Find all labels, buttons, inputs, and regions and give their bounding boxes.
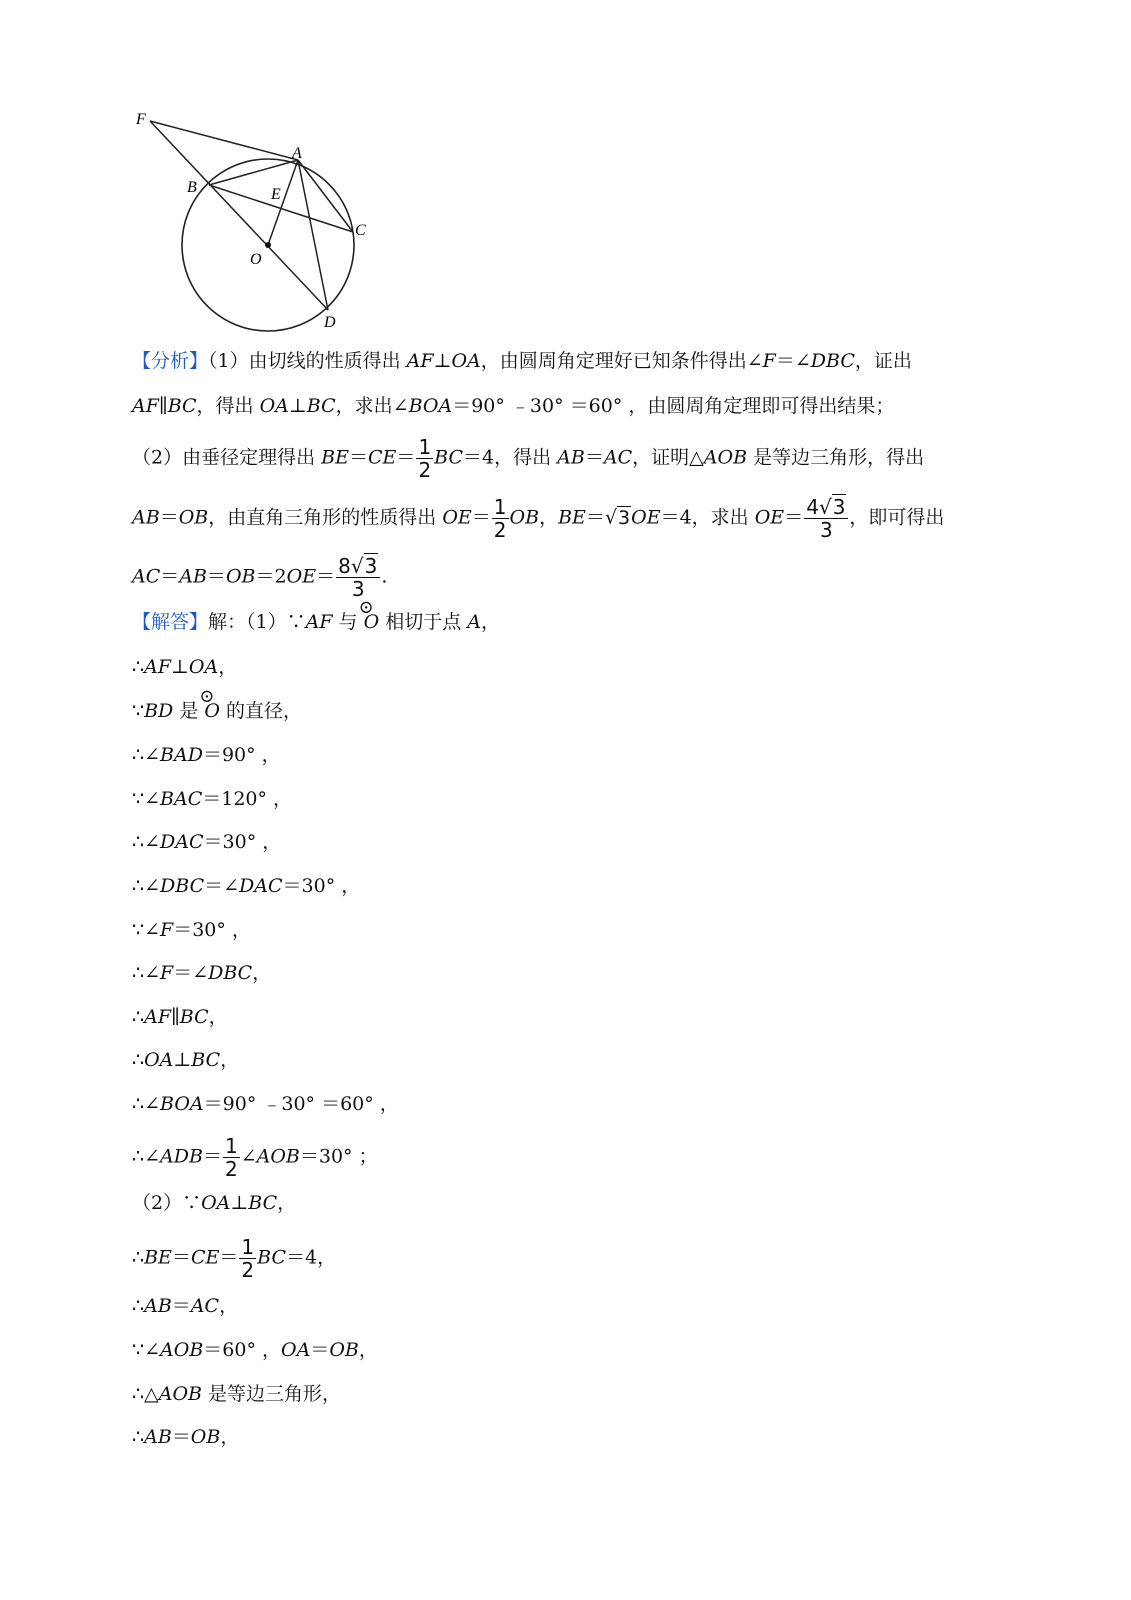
analysis-line-3: （2）由垂径定理得出 BE＝CE＝ $\frac{1}{2}$ BC＝4，得出 AB＝AC，证明△AOB 是等边三角形，得出 xyxy=(132,435,925,482)
solution-line-18: ∴△AOB 是等边三角形， xyxy=(132,1383,342,1405)
solution-line-14: （2）∵OA⊥BC， xyxy=(132,1192,297,1214)
segment-fa xyxy=(150,121,298,160)
segment-ac xyxy=(298,160,353,232)
solution-line-9: ∴∠F＝∠DBC， xyxy=(132,962,272,984)
analysis-line-5: AC＝AB＝OB＝2OE＝ $\frac{8√3}{3}$ . xyxy=(132,554,388,601)
solution-line-19: ∴AB＝OB， xyxy=(132,1426,240,1448)
label-c: C xyxy=(355,222,366,239)
fraction-half: $\frac{1}{2}$ xyxy=(493,495,507,542)
solution-line-10: ∴AF∥BC， xyxy=(132,1006,228,1028)
solution-line-3: ∵BD 是 ⊙ O 的直径， xyxy=(132,696,302,726)
solution-line-16: ∴AB＝AC， xyxy=(132,1295,239,1317)
solution-line-7: ∴∠DBC＝∠DAC＝30° ， xyxy=(132,875,361,897)
analysis-tag: 【分析】 xyxy=(132,350,209,372)
solution-line-1: 【解答】解：（1）∵AF 与 ⊙ O 相切于点 A， xyxy=(132,607,500,637)
analysis-line-2: AF∥BC，得出 OA⊥BC，求出∠BOA＝90° ﹣30° ＝60° ，由圆周角定理即可得出结果； xyxy=(132,395,895,417)
solution-line-11: ∴OA⊥BC， xyxy=(132,1049,240,1071)
geometry-figure xyxy=(130,100,380,340)
label-o: O xyxy=(250,251,262,268)
solution-line-15: ∴BE＝CE＝ $\frac{1}{2}$ BC＝4， xyxy=(132,1235,337,1282)
center-point xyxy=(265,242,271,248)
analysis-line-4: AB＝OB，由直角三角形的性质得出 OE＝ $\frac{1}{2}$ OB，BE＝√3OE＝4，求出 OE＝ $\frac{4√3}{3}$ ，即可得出 xyxy=(132,495,945,542)
analysis-line-1: 【分析】（1）由切线的性质得出 AF⊥OA，由圆周角定理好已知条件得出∠F＝∠DBC，证出 xyxy=(132,350,912,372)
solution-line-12: ∴∠BOA＝90° ﹣30° ＝60° ， xyxy=(132,1093,399,1115)
label-e: E xyxy=(271,186,281,203)
label-a: A xyxy=(292,145,302,162)
solution-line-2: ∴AF⊥OA， xyxy=(132,656,238,678)
solution-line-17: ∵∠AOB＝60° ，OA＝OB， xyxy=(132,1339,378,1361)
solution-line-8: ∵∠F＝30° ， xyxy=(132,919,251,941)
label-f: F xyxy=(136,111,146,128)
fraction-4sqrt3-over-3: $\frac{4√3}{3}$ xyxy=(804,496,848,541)
solution-line-13: ∴∠ADB＝ $\frac{1}{2}$ ∠AOB＝30° ； xyxy=(132,1134,378,1181)
label-d: D xyxy=(324,314,336,331)
segment-ad xyxy=(298,160,328,310)
solution-line-4: ∴∠BAD＝90° ， xyxy=(132,744,281,766)
solution-line-6: ∴∠DAC＝30° ， xyxy=(132,831,282,853)
sqrt-3: √3 xyxy=(604,506,631,529)
fraction-8sqrt3-over-3: $\frac{8√3}{3}$ xyxy=(336,555,380,600)
label-b: B xyxy=(187,179,197,196)
circle-o-symbol: ⊙ O xyxy=(199,686,220,722)
solution-line-5: ∵∠BAC＝120° ， xyxy=(132,788,293,810)
solution-tag: 【解答】 xyxy=(132,611,209,633)
fraction-half: $\frac{1}{2}$ xyxy=(418,435,432,482)
fraction-half: $\frac{1}{2}$ xyxy=(241,1235,255,1282)
circle-o-symbol: ⊙ O xyxy=(358,597,380,633)
fraction-half: $\frac{1}{2}$ xyxy=(224,1134,238,1181)
